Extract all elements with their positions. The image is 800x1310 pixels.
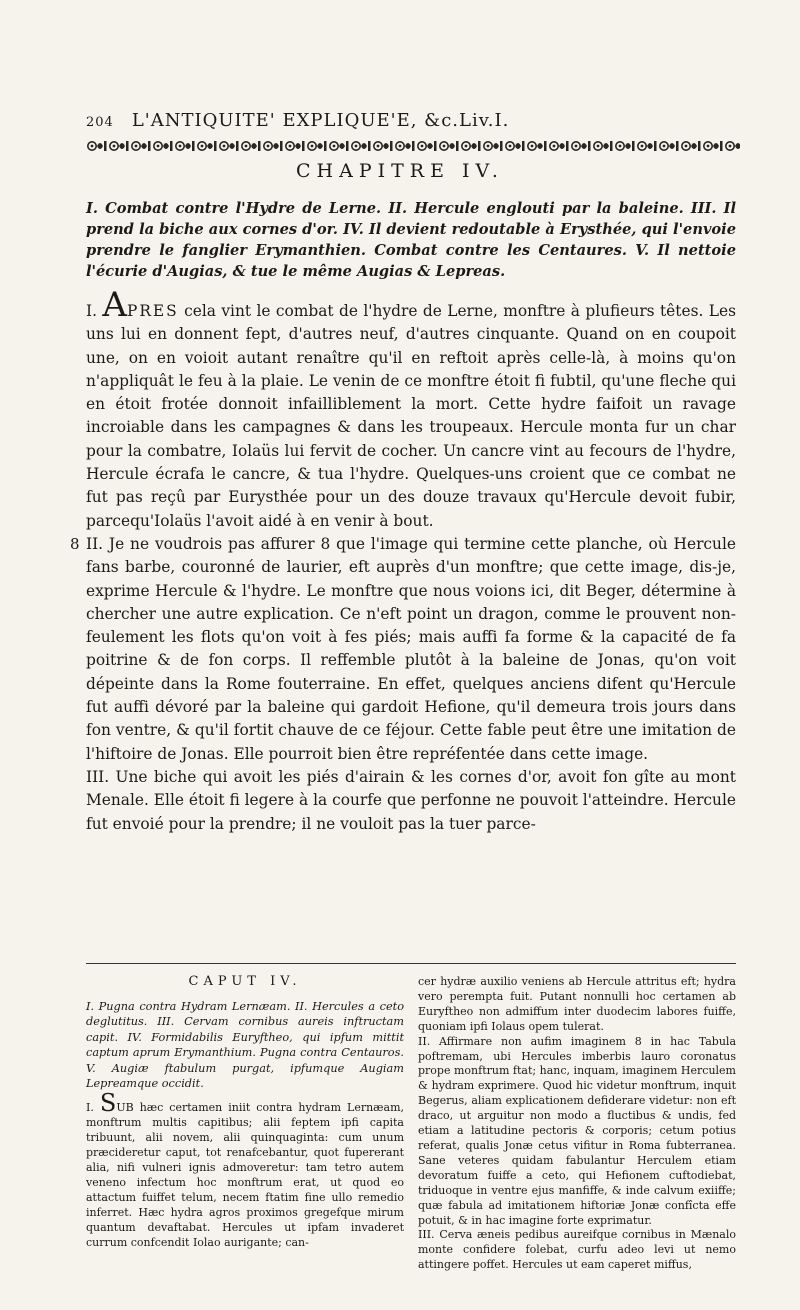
drop-capital: A [102,285,127,325]
latin-summary: I. Pugna contra Hydram Lernæam. II. Hercules a ceto deglutitus. III. Cervam cornibus aureis inftructam capit. IV. Formidabilis Euryftheo, qui ipfum mittit captum aprum Erymanthium. Pugna contra Centauros. V. Augiæ ftabulum purgat, ipfumque Augiam Lepreamque occidit. [86,999,404,1090]
paragraph-text: cela vint le combat de l'hydre de Lerne, monftre à plufieurs têtes. Les uns lui en donnent fept, d'autres neuf, d'autres cinquante. Quand on en coupoit une, on en voioit autant renaître qu'il en reftoit après celle-là, à moins qu'on n'appliquât le feu à la plaie. Le venin de ce monftre étoit fi fubtil, qu'une fleche qui en étoit frotée donnoit infailliblement la mort. Cette hydre faifoit un ravage incroiable dans les campagnes & dans les troupeaux. Hercule monta fur un char pour la combatre, Iolaüs lui fervit de cocher. Un cancre vint au fecours de l'hydre, Hercule écrafa le cancre, & tua l'hydre. Quelques-uns croient que ce combat ne fut pas reçû par Eurysthée pour un des douze travaux qu'Hercule devoit fubir, parcequ'Iolaüs l'avoit aidé à en venir à bout. [86,302,736,530]
page-number: 204 [86,115,114,130]
french-text [70,285,736,836]
paragraph-text: hæc certamen iniit contra hydram Lernæam, monftrum multis capitibus; alii feptem ipfi capita tribuunt, alii novem, alii quinquaginta: cum unum præcideretur caput, tot renafcebantur, quot fupererant alia, nifi vulneri ignis admoveretur: tam tetro autem veneno infectum hoc monftrum erat, ut quod eo attactum fuiffet telum, necem ftatim fine ullo remedio inferret. Hæc hydra agros proximos gregefque mirum quantum devaftabat. Hercules ut ipfam invaderet currum confcendit Iolao aurigante; can- [86,1101,404,1249]
latin-paragraph-1 [86,1089,404,1250]
paragraph-number: I. [86,1101,94,1115]
running-title: L'ANTIQUITE' EXPLIQUE'E, &c.Liv.I. [131,110,510,131]
latin-paragraph-continued: cer hydræ auxilio veniens ab Hercule attritus eft; hydra vero perempta fuit. Putant nonnulli hoc certamen ab Euryftheo non admiffum inter duodecim labores fuiffe, quoniam ipfi Iolaus opem tulerat. [418,975,736,1033]
chapter-summary: I. Combat contre l'Hydre de Lerne. II. Hercule englouti par la baleine. III. Il prend la biche aux cornes d'or. IV. Il devient redoutable à Erysthée, qui l'envoie prendre le fanglier Erymanthien. Combat contre les Centaures. V. Il nettoie l'écurie d'Augias, & tue le même Augias & Lepreas. [86,200,736,280]
french-paragraph-2 [70,533,736,766]
french-paragraph-3 [86,766,736,836]
running-head [86,110,736,131]
chapter-title: CHAPITRE IV. [296,160,504,182]
latin-column-left [86,975,404,1250]
footnote-rule [86,963,736,964]
small-caps-word: PRES [126,302,179,320]
latin-paragraph-2: II. Affirmare non aufim imaginem 8 in hac Tabula poftremam, ubi Hercules imberbis lauro coronatus prope monftrum ftat; hanc, inquam, imaginem Herculem & hydram exprimere. Quod hic videtur monftrum, inquit Begerus, aliam explicationem defiderare videtur: non eft draco, ut arguitur non modo a fluctibus & undis, fed etiam a latitudine pectoris & corporis; cetum potius referat, qualis Jonæ cetus vifitur in Roma fubterranea. Sane veteres quidam fabulantur Herculem etiam devoratum fuiffe a ceto, qui Hefionem cuftodiebat, triduoque in ventre ejus manfiffe, & inde calvum exiiffe; quæ fabula ad imitationem hiftoriæ Jonæ confîcta effe potuit, & in hac imagine forte exprimatur. [418,1034,736,1227]
drop-capital: S [99,1089,117,1118]
caput-title: CAPUT IV. [188,974,302,989]
latin-paragraph-3: III. Cerva æneis pedibus aureifque cornibus in Mænalo monte confidere folebat, curfu adeo levi ut nemo attingere poffet. Hercules ut eam caperet miffus, [418,1228,736,1272]
latin-column-right [418,975,736,1273]
margin-note-marker: 8 [70,534,80,553]
french-paragraph-1 [86,285,736,533]
paragraph-text: III. Une biche qui avoit les piés d'airain & les cornes d'or, avoit fon gîte au mont Menale. Elle étoit fi legere à la courfe que perfonne ne pouvoit l'atteindre. Hercule fut envoié pour la prendre; il ne vouloit pas la tuer parce- [86,767,736,833]
paragraph-text: II. Je ne voudrois pas affurer 8 que l'image qui termine cette planche, où Hercule fans barbe, couronné de laurier, eft auprès d'un monftre; que cette image, dis-je, exprime Hercule & l'hydre. Le monftre que nous voions ici, dit Beger, détermine à chercher une autre explication. Ce n'eft point un dragon, comme le prouvent non-feulement les flots qu'on voit à fes piés; mais auffi fa forme & la capacité de fa poitrine & de fon corps. Il reffemble plutôt à la baleine de Jonas, qu'on voit dépeinte dans la Rome fouterraine. En effet, quelques anciens difent qu'Hercule fut auffi dévoré par la baleine qui gardoit Hefione, qu'il demeura trois jours dans fon ventre, & qu'il fortit chauve de ce féjour. Cette fable peut être une imitation de l'hiftoire de Jonas. Elle pourroit bien être repréfentée dans cette image. [86,534,736,763]
paragraph-number: I. [86,302,97,320]
ornamental-band [86,138,740,154]
small-caps-word: UB [116,1101,134,1115]
